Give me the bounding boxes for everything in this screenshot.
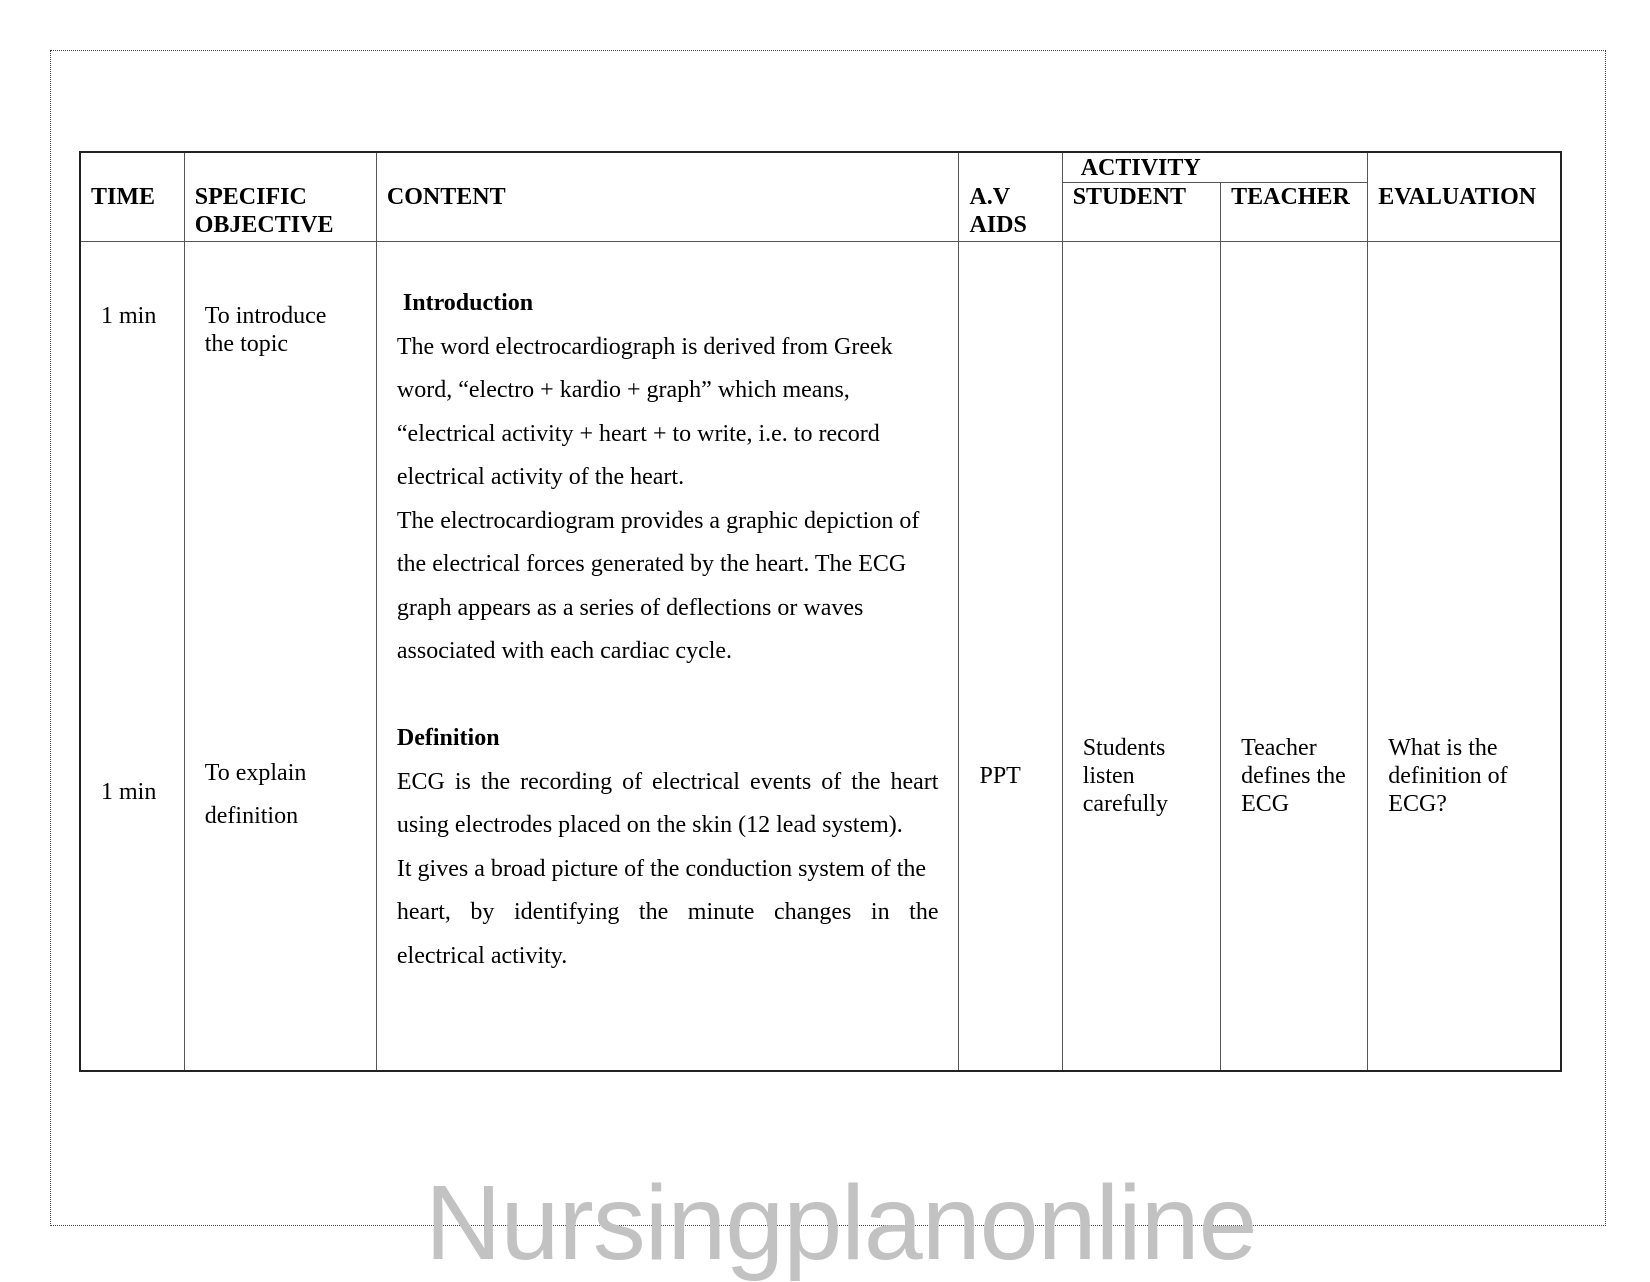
row2-objective: To explain definition bbox=[204, 760, 307, 829]
intro-line: the electrical forces generated by the heart. The ECG bbox=[396, 551, 907, 577]
definition-heading: Definition bbox=[396, 725, 500, 751]
content-cell bbox=[376, 242, 959, 1072]
row1-time: 1 min bbox=[101, 303, 157, 329]
definition-section bbox=[397, 717, 939, 978]
intro-line: electrical activity of the heart. bbox=[396, 464, 685, 490]
header-student: STUDENT bbox=[1062, 183, 1220, 242]
watermark: Nursingplanonline bbox=[425, 1164, 1257, 1282]
intro-line: word, “electro + kardio + graph” which means, bbox=[396, 377, 850, 403]
av-aids-cell bbox=[959, 242, 1062, 1072]
header-time: TIME bbox=[80, 152, 184, 242]
row2-evaluation: What is the definition of ECG? bbox=[1388, 735, 1508, 817]
teacher-activity-cell bbox=[1221, 242, 1368, 1072]
introduction-section bbox=[397, 282, 939, 674]
intro-line: “electrical activity + heart + to write, i.e. to record bbox=[396, 420, 880, 447]
intro-line: graph appears as a series of deflections or waves bbox=[396, 594, 864, 621]
objective-cell bbox=[184, 242, 376, 1072]
definition-line: It gives a broad picture of the conduction system of the bbox=[396, 855, 927, 882]
evaluation-cell bbox=[1368, 242, 1561, 1072]
intro-line: associated with each cardiac cycle. bbox=[396, 638, 733, 664]
student-activity-cell bbox=[1062, 242, 1220, 1072]
definition-line: ECG is the recording of electrical events of the heart bbox=[396, 768, 939, 795]
header-teacher: TEACHER bbox=[1221, 183, 1368, 242]
lesson-plan-table bbox=[79, 151, 1562, 1072]
row2-teacher-activity: Teacher defines the ECG bbox=[1241, 735, 1346, 817]
definition-line: heart, by identifying the minute changes in the bbox=[396, 899, 939, 925]
header-content: CONTENT bbox=[376, 152, 959, 242]
time-cell bbox=[80, 242, 184, 1072]
header-evaluation: EVALUATION bbox=[1368, 152, 1561, 242]
header-specific-objective: SPECIFIC OBJECTIVE bbox=[184, 152, 376, 242]
header-av-aids: A.V AIDS bbox=[959, 152, 1062, 242]
definition-line: using electrodes placed on the skin (12 lead system). bbox=[396, 812, 903, 838]
intro-line: The word electrocardiograph is derived from Greek bbox=[396, 333, 893, 360]
definition-line: electrical activity. bbox=[396, 942, 568, 969]
row2-time: 1 min bbox=[101, 779, 157, 805]
row2-student-activity: Students listen carefully bbox=[1082, 735, 1168, 817]
introduction-heading: Introduction bbox=[402, 290, 534, 316]
header-activity: ACTIVITY bbox=[1062, 152, 1368, 183]
row1-objective: To introduce the topic bbox=[204, 303, 327, 357]
intro-line: The electrocardiogram provides a graphic depiction of bbox=[396, 507, 920, 534]
row2-av-aids: PPT bbox=[979, 763, 1021, 789]
